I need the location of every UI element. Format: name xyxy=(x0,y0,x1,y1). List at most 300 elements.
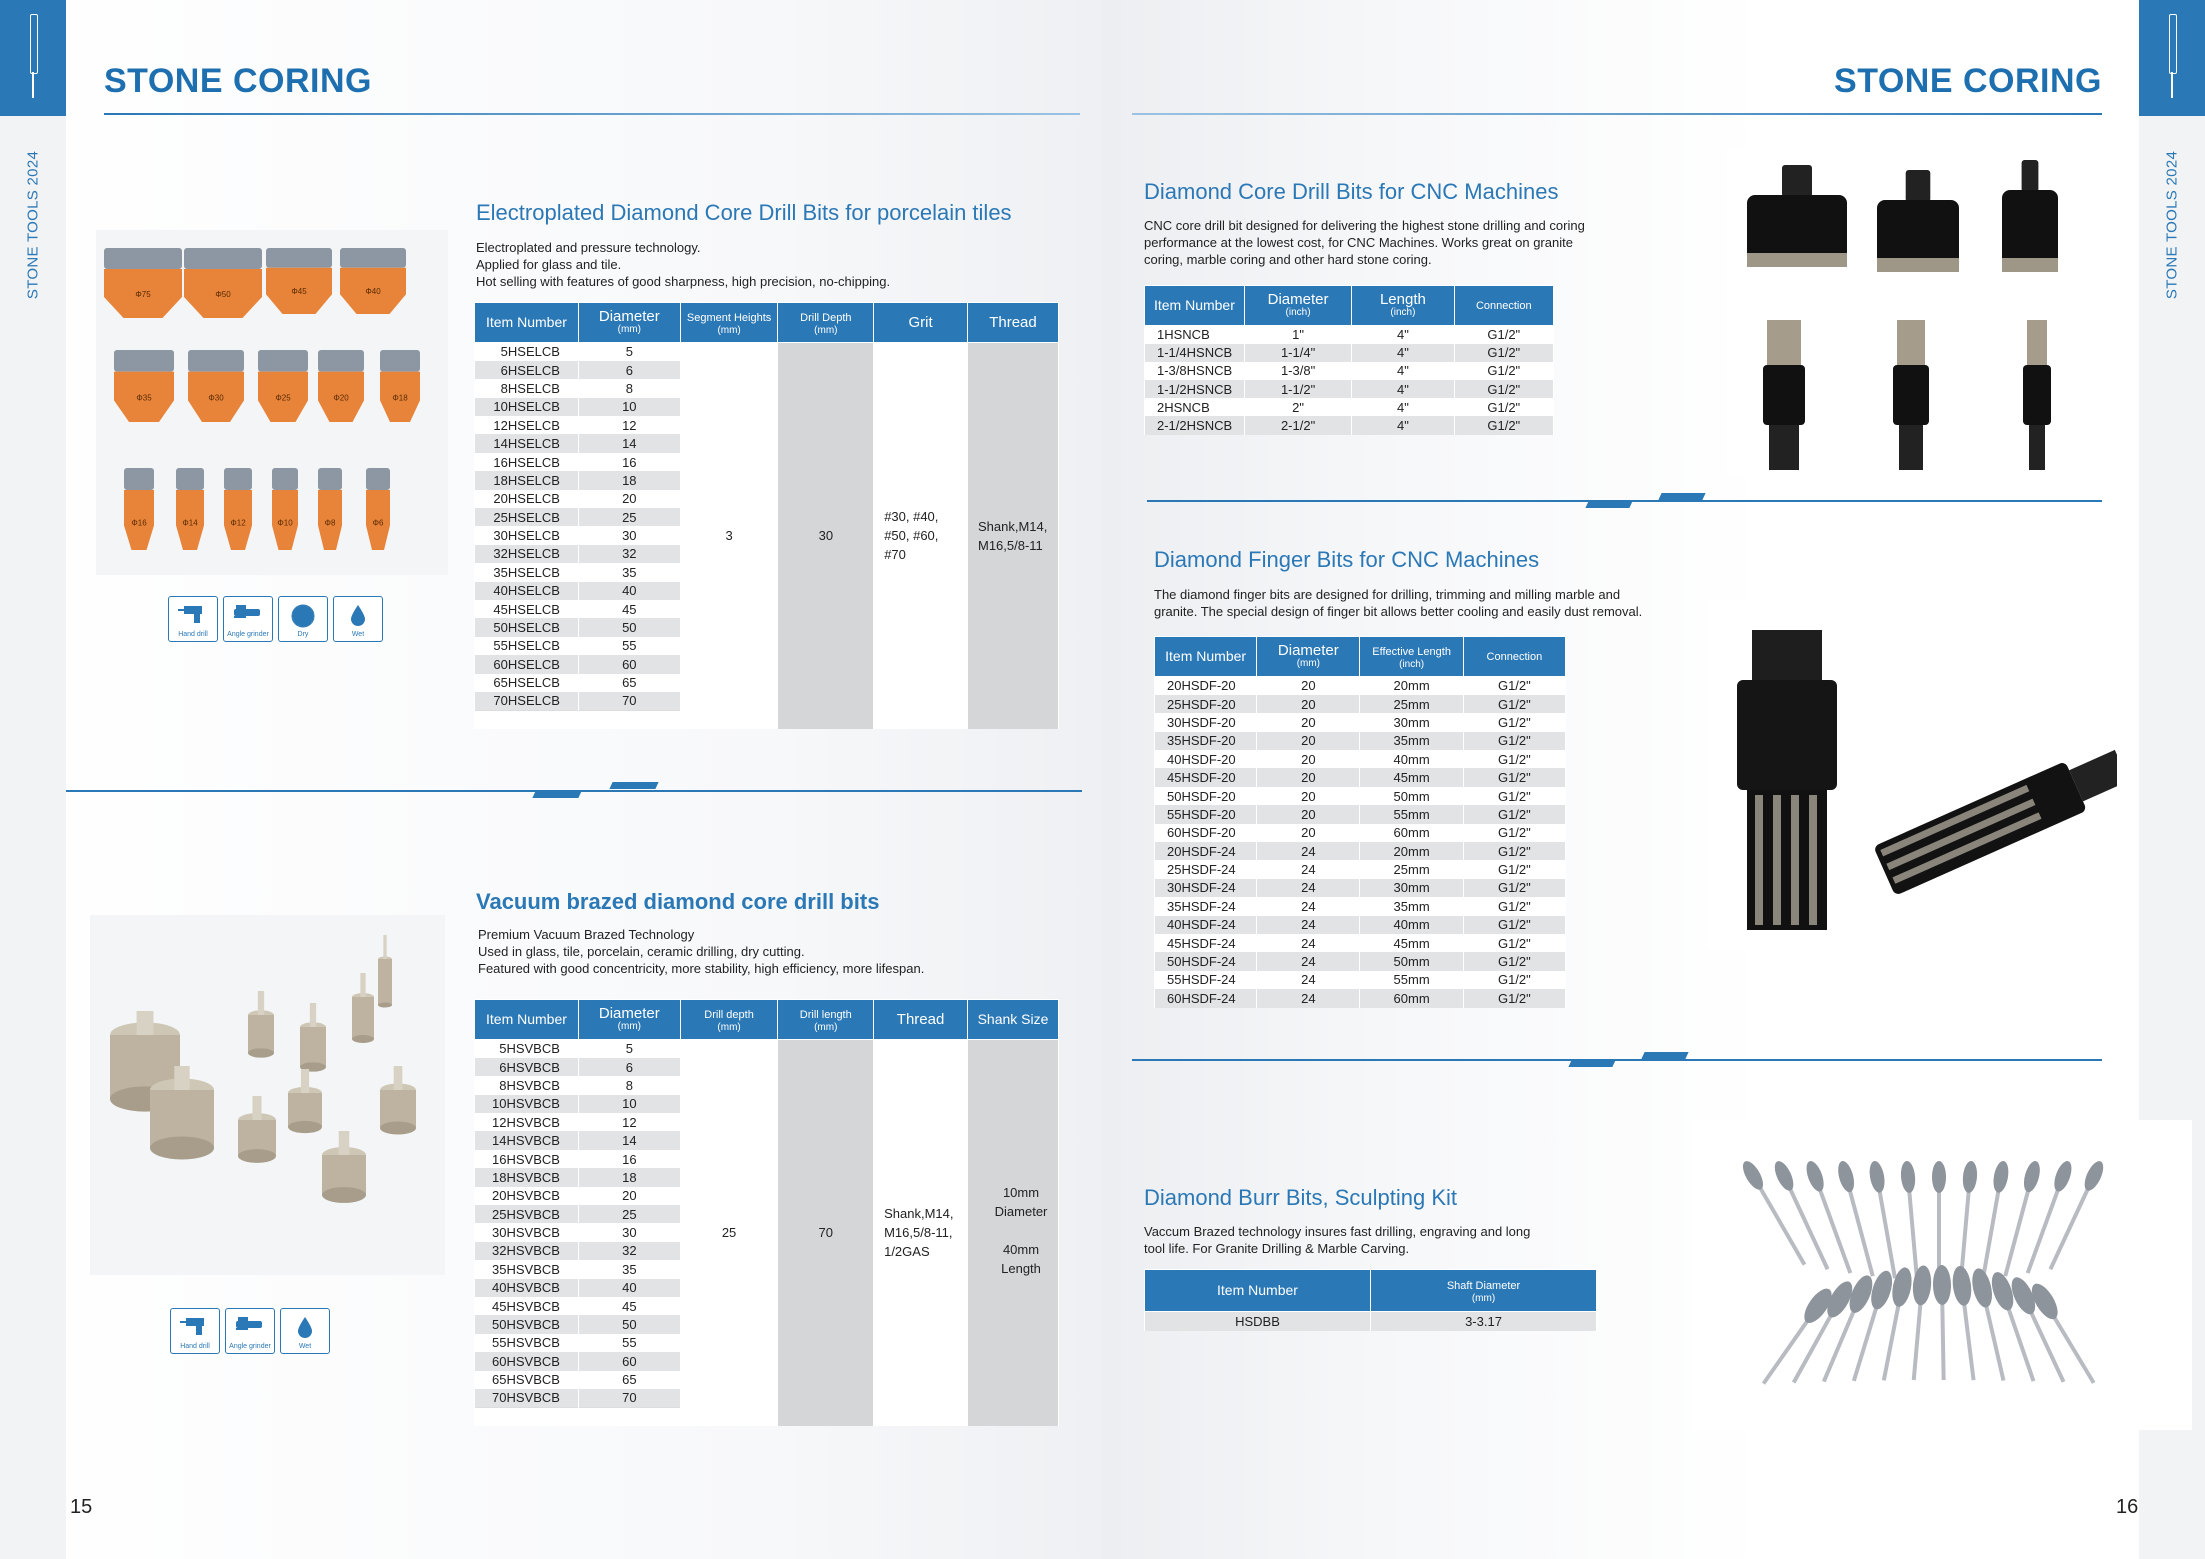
table-cell: 65HSELCB xyxy=(475,674,579,692)
table-cell: 18HSELCB xyxy=(475,471,579,489)
section-desc-finger-bits xyxy=(1154,586,1642,620)
bit-crown xyxy=(124,468,154,490)
header-rule xyxy=(104,113,1080,115)
burr-head xyxy=(1951,1265,1974,1307)
bit-shank xyxy=(360,973,365,997)
table-cell: G1/2" xyxy=(1463,805,1565,823)
table-cell: 4" xyxy=(1352,326,1454,344)
finger-bits-photo xyxy=(1707,600,2117,950)
table-cell: 30 xyxy=(578,1223,680,1241)
section-desc-burr-bits xyxy=(1144,1223,1530,1257)
column-header-label: Item Number xyxy=(1165,648,1247,664)
wet-icon-glyph xyxy=(334,603,382,632)
table-cell: 18HSVBCB xyxy=(475,1168,579,1186)
desc-line: The diamond finger bits are designed for drilling, trimming and milling marble and xyxy=(1154,587,1621,602)
column-header xyxy=(1352,286,1454,326)
table-cell xyxy=(475,710,579,728)
table-cell: 25HSDF-24 xyxy=(1155,860,1257,878)
table-cell: 30mm xyxy=(1360,713,1463,731)
bit-crown xyxy=(258,350,308,372)
table-row xyxy=(1145,344,1554,362)
spec-table-finger-bits xyxy=(1154,636,1566,1008)
table-cell: 20mm xyxy=(1360,677,1463,695)
bit-base xyxy=(248,1048,274,1057)
angle-grinder-icon xyxy=(223,596,273,642)
table-cell: 40 xyxy=(578,1279,680,1297)
table-cell: 25mm xyxy=(1360,695,1463,713)
table-cell: 14HSVBCB xyxy=(475,1131,579,1149)
table-cell: 60mm xyxy=(1360,989,1463,1007)
column-header-label: Drill length xyxy=(799,1008,852,1021)
table-cell: 40mm xyxy=(1360,750,1463,768)
table-cell: 1-3/8HSNCB xyxy=(1145,362,1245,380)
table-row xyxy=(1155,879,1566,897)
table-cell: 65HSVBCB xyxy=(475,1371,579,1389)
burr-bit xyxy=(2044,1158,2107,1272)
table-cell: 24 xyxy=(1257,934,1360,952)
divider-tick xyxy=(1658,493,1705,500)
bit-size-label: Φ40 xyxy=(365,287,381,297)
column-header xyxy=(778,1000,874,1040)
table-cell: 20 xyxy=(1257,787,1360,805)
burr-head xyxy=(1867,1160,1886,1194)
burr-shaft xyxy=(1755,1181,1806,1265)
table-cell: 70HSELCB xyxy=(475,692,579,710)
table-cell: 8HSELCB xyxy=(475,379,579,397)
table-cell: 6 xyxy=(578,1058,680,1076)
bit-crown xyxy=(1877,258,1959,272)
table-cell: 25 xyxy=(578,508,680,526)
burr-head xyxy=(1739,1158,1767,1193)
column-header-label: Drill Depth xyxy=(800,311,852,324)
table-cell: 5 xyxy=(578,1040,680,1058)
column-header-unit: (inch) xyxy=(1390,307,1416,318)
table-cell: 60HSELCB xyxy=(475,655,579,673)
table-cell: 32 xyxy=(578,1242,680,1260)
desc-line: performance at the lowest cost, for CNC Machines. Works great on granite xyxy=(1144,235,1573,250)
burr-shaft xyxy=(2003,1184,2031,1277)
table-cell: 16 xyxy=(578,453,680,471)
bit-crown xyxy=(318,468,342,490)
table-cell: 60HSVBCB xyxy=(475,1352,579,1370)
bit-base xyxy=(380,1122,416,1135)
section-title-burr-bits: Diamond Burr Bits, Sculpting Kit xyxy=(1144,1185,1458,1210)
divider-tick xyxy=(609,782,658,789)
table-cell: 60HSDF-24 xyxy=(1155,989,1257,1007)
side-tab xyxy=(2139,0,2205,116)
column-header xyxy=(1257,637,1360,677)
side-label: STONE TOOLS 2024 xyxy=(2163,150,2181,300)
side-strip xyxy=(0,0,66,1559)
table-cell: 4" xyxy=(1352,362,1454,380)
bit-connector xyxy=(1906,170,1931,202)
column-header xyxy=(1155,637,1257,677)
table-cell: 10 xyxy=(578,1095,680,1113)
column-header xyxy=(1463,637,1565,677)
table-cell: 16 xyxy=(578,1150,680,1168)
table-cell: 65 xyxy=(578,674,680,692)
table-cell: 2-1/2HSNCB xyxy=(1145,416,1245,434)
bit-connector xyxy=(2022,160,2039,192)
bit-crown xyxy=(366,468,390,490)
column-header xyxy=(1145,286,1245,326)
burr-bit xyxy=(1976,1160,2010,1280)
table-cell: 20HSELCB xyxy=(475,490,579,508)
drill-bit-icon xyxy=(2167,14,2177,98)
table-cell: 4" xyxy=(1352,380,1454,398)
burr-head xyxy=(1803,1159,1827,1194)
column-header xyxy=(475,303,579,343)
table-cell xyxy=(578,1407,680,1425)
column-header xyxy=(1371,1270,1597,1312)
hand-drill-icon-glyph xyxy=(169,603,217,630)
bit-body xyxy=(1763,365,1805,425)
bit-crown xyxy=(224,468,252,490)
drill-bit-icon xyxy=(28,14,38,98)
table-cell: 24 xyxy=(1257,842,1360,860)
bit-size-label: Φ18 xyxy=(392,393,408,403)
usage-icon-label: Hand drill xyxy=(180,1343,210,1350)
table-cell: G1/2" xyxy=(1463,677,1565,695)
column-header xyxy=(1244,286,1351,326)
bit-crown xyxy=(1767,320,1801,365)
bit-crown xyxy=(318,350,364,372)
table-cell: 45HSDF-24 xyxy=(1155,934,1257,952)
bit-shank xyxy=(394,1066,403,1090)
header-rule xyxy=(1132,113,2102,115)
bit-base xyxy=(352,1035,374,1043)
burr-shaft xyxy=(1907,1185,1919,1280)
table-row xyxy=(1155,805,1566,823)
table-cell: 24 xyxy=(1257,879,1360,897)
table-row xyxy=(1145,398,1554,416)
table-cell: G1/2" xyxy=(1463,989,1565,1007)
burr-bit xyxy=(1954,1160,1978,1280)
desc-line: CNC core drill bit designed for delivering the highest stone drilling and coring xyxy=(1144,218,1585,233)
column-header-label: Connection xyxy=(1486,651,1543,663)
photo-svg xyxy=(1707,600,2117,950)
spec-table-burr-bits xyxy=(1144,1269,1597,1331)
table-cell: 8 xyxy=(578,379,680,397)
table-cell: 32HSELCB xyxy=(475,545,579,563)
table-row xyxy=(1155,971,1566,989)
divider-tick xyxy=(1568,1060,1615,1067)
bit-shank xyxy=(310,1003,316,1027)
table-cell: 5HSELCB xyxy=(475,343,579,361)
desc-line: Applied for glass and tile. xyxy=(476,257,622,272)
section-desc-vacuum xyxy=(478,926,924,977)
bit-crown xyxy=(2027,320,2047,365)
column-header-label: Length xyxy=(1379,291,1426,308)
table-cell: 20HSDF-20 xyxy=(1155,677,1257,695)
table-header-row xyxy=(1155,637,1566,677)
table-cell: 16HSVBCB xyxy=(475,1150,579,1168)
column-header-label: Connection xyxy=(1475,300,1532,312)
bit-crown xyxy=(266,248,332,268)
table-cell: 12 xyxy=(578,416,680,434)
shank-size-line: Diameter xyxy=(994,1204,1048,1220)
table-cell: 45HSDF-20 xyxy=(1155,768,1257,786)
divider-tick xyxy=(1641,1052,1688,1059)
table-cell: 1-1/2HSNCB xyxy=(1145,380,1245,398)
table-cell: 20 xyxy=(1257,768,1360,786)
table-cell: 4" xyxy=(1352,416,1454,434)
bit-base xyxy=(150,1136,214,1159)
table-cell: 4" xyxy=(1352,344,1454,362)
table-header-row xyxy=(475,1000,1059,1040)
table-row xyxy=(1155,787,1566,805)
table-cell: 60mm xyxy=(1360,824,1463,842)
desc-line: Used in glass, tile, porcelain, ceramic drilling, dry cutting. xyxy=(478,944,805,959)
divider-tick xyxy=(532,791,581,798)
section-title-cnc-core: Diamond Core Drill Bits for CNC Machines xyxy=(1144,179,1559,204)
table-cell: G1/2" xyxy=(1463,768,1565,786)
burr-head xyxy=(1835,1159,1857,1194)
burr-bit xyxy=(1900,1160,1924,1280)
table-cell: G1/2" xyxy=(1463,916,1565,934)
bit-crown xyxy=(380,350,420,372)
spec-table-cnc-core xyxy=(1144,285,1554,435)
table-cell: 40HSDF-24 xyxy=(1155,916,1257,934)
bit-shank xyxy=(383,935,386,959)
table-cell: 40 xyxy=(578,582,680,600)
table-row xyxy=(1155,732,1566,750)
burr-shaft xyxy=(1846,1184,1874,1277)
table-row xyxy=(1155,677,1566,695)
divider-tick xyxy=(1585,501,1632,508)
bit-crown xyxy=(272,468,298,490)
table-row xyxy=(1155,916,1566,934)
table-cell: 35 xyxy=(578,563,680,581)
table-cell: G1/2" xyxy=(1454,380,1553,398)
angle-grinder-icon xyxy=(225,1308,275,1354)
table-row xyxy=(1145,380,1554,398)
column-header-label: Item Number xyxy=(486,1011,567,1027)
table-cell: 70 xyxy=(578,1389,680,1407)
bit-size-label: Φ20 xyxy=(333,393,349,403)
hand-drill-icon xyxy=(168,596,218,642)
bit-size-label: Φ14 xyxy=(182,518,198,528)
table-cell: 1-3/8" xyxy=(1244,362,1351,380)
table-cell: 24 xyxy=(1257,952,1360,970)
table-cell: G1/2" xyxy=(1463,713,1565,731)
bit-body xyxy=(2023,365,2051,425)
table-cell: 45HSVBCB xyxy=(475,1297,579,1315)
finger-bit-2 xyxy=(1873,741,2117,896)
desc-line: coring, marble coring and other hard stone coring. xyxy=(1144,252,1432,267)
angle-grinder-icon-glyph xyxy=(224,603,272,630)
table-cell: 45mm xyxy=(1360,768,1463,786)
table-cell: 18 xyxy=(578,471,680,489)
table-cell: 2-1/2" xyxy=(1244,416,1351,434)
section-desc-cnc-core xyxy=(1144,217,1585,268)
spec-table-electroplated xyxy=(474,302,1059,729)
bit-size-label: Φ6 xyxy=(372,518,384,528)
column-header xyxy=(968,1000,1059,1040)
bit-thread xyxy=(1899,425,1923,470)
column-header xyxy=(578,303,680,343)
table-row xyxy=(1155,842,1566,860)
table-cell: 32 xyxy=(578,545,680,563)
column-header-label: Thread xyxy=(989,313,1037,331)
table-cell: 10 xyxy=(578,398,680,416)
table-cell: 40mm xyxy=(1360,916,1463,934)
table-cell: 24 xyxy=(1257,989,1360,1007)
table-cell: HSDBB xyxy=(1145,1312,1371,1331)
table-cell: 30HSELCB xyxy=(475,526,579,544)
side-tab xyxy=(0,0,66,116)
column-header-unit: (mm) xyxy=(717,1021,741,1033)
column-header xyxy=(578,1000,680,1040)
hand-drill-icon xyxy=(170,1308,220,1354)
bit-size-label: Φ8 xyxy=(324,518,336,528)
table-cell: G1/2" xyxy=(1454,362,1553,380)
bit-crown xyxy=(188,350,244,372)
column-header-label: Item Number xyxy=(1217,1282,1298,1298)
column-header-unit: (mm) xyxy=(814,324,838,336)
bit-shank xyxy=(258,991,264,1015)
table-row xyxy=(1155,768,1566,786)
column-header-label: Grit xyxy=(908,313,933,331)
column-header xyxy=(778,303,874,343)
table-cell: 30HSDF-20 xyxy=(1155,713,1257,731)
table-cell: 20mm xyxy=(1360,842,1463,860)
table-cell: 55HSVBCB xyxy=(475,1334,579,1352)
column-header xyxy=(1454,286,1553,326)
dry-icon-glyph xyxy=(279,603,327,634)
page-number: 16 xyxy=(2116,1496,2139,1518)
table-cell: 45 xyxy=(578,600,680,618)
finger-bit-body xyxy=(1737,680,1837,790)
table-cell: 45 xyxy=(578,1297,680,1315)
table-cell: 4" xyxy=(1352,398,1454,416)
bit-shank xyxy=(174,1066,189,1090)
burr-bits-photo xyxy=(1692,1120,2192,1430)
grit-cell: #30, #40, #50, #60, #70 xyxy=(874,343,968,729)
table-cell: 50HSDF-20 xyxy=(1155,787,1257,805)
table-cell: 12 xyxy=(578,1113,680,1131)
page-title: STONE CORING xyxy=(1834,62,2102,100)
table-row xyxy=(1145,1312,1597,1331)
table-cell: G1/2" xyxy=(1463,732,1565,750)
table-cell: 70 xyxy=(578,692,680,710)
table-cell: 45mm xyxy=(1360,934,1463,952)
angle-grinder-icon-glyph xyxy=(226,1315,274,1342)
finger-bit-segment xyxy=(1755,795,1763,925)
bit-size-label: Φ10 xyxy=(277,518,293,528)
table-cell: 10HSELCB xyxy=(475,398,579,416)
burr-head xyxy=(1991,1160,2010,1194)
drill-depth-cell: 30 xyxy=(778,343,874,729)
table-cell: 1HSNCB xyxy=(1145,326,1245,344)
desc-line: Premium Vacuum Brazed Technology xyxy=(478,927,695,942)
table-row xyxy=(1155,952,1566,970)
left-page xyxy=(0,0,1102,1559)
thread-cell: Shank,M14, M16,5/8-11, 1/2GAS xyxy=(874,1040,968,1426)
table-row xyxy=(1155,860,1566,878)
table-row xyxy=(1155,934,1566,952)
column-header-label: Segment Heights xyxy=(686,311,772,324)
bit-shank xyxy=(137,1011,154,1035)
bit-shank xyxy=(301,1069,309,1093)
table-cell: 50HSDF-24 xyxy=(1155,952,1257,970)
table-row xyxy=(1155,750,1566,768)
table-cell: 60HSDF-20 xyxy=(1155,824,1257,842)
table-cell: 6HSELCB xyxy=(475,361,579,379)
section-title-vacuum: Vacuum brazed diamond core drill bits xyxy=(476,889,880,914)
table-cell: G1/2" xyxy=(1454,398,1553,416)
bit-crown xyxy=(184,248,262,269)
table-cell: 55mm xyxy=(1360,805,1463,823)
table-cell: 20 xyxy=(1257,805,1360,823)
shank-size-line xyxy=(986,1223,1056,1242)
column-header xyxy=(874,1000,968,1040)
column-header-unit: (mm) xyxy=(617,1021,641,1032)
table-cell: 50mm xyxy=(1360,787,1463,805)
table-cell: 55 xyxy=(578,1334,680,1352)
bit-thread xyxy=(2029,425,2045,470)
table-cell: 24 xyxy=(1257,860,1360,878)
table-cell: 50 xyxy=(578,618,680,636)
table-cell: G1/2" xyxy=(1463,952,1565,970)
table-cell: 24 xyxy=(1257,971,1360,989)
bit-base xyxy=(238,1149,276,1163)
table-cell: G1/2" xyxy=(1463,934,1565,952)
bit-size-label: Φ35 xyxy=(136,393,152,403)
side-label: STONE TOOLS 2024 xyxy=(24,150,42,300)
bit-crown xyxy=(340,248,406,268)
burr-head xyxy=(1771,1158,1797,1193)
table-cell: 18 xyxy=(578,1168,680,1186)
table-cell: 20 xyxy=(1257,677,1360,695)
usage-icon-label: Wet xyxy=(298,1343,312,1350)
bit-body xyxy=(1893,365,1929,425)
finger-bit-thread xyxy=(1752,630,1822,680)
bit-body xyxy=(248,1015,274,1053)
column-header-unit: (inch) xyxy=(1399,658,1425,670)
burr-bit xyxy=(1933,1265,1953,1380)
column-header-label: Thread xyxy=(896,1010,945,1028)
bit-base xyxy=(378,1002,392,1007)
column-header xyxy=(1145,1270,1371,1312)
column-header-label: Diameter xyxy=(598,308,660,325)
table-cell: 20 xyxy=(1257,695,1360,713)
photo-svg xyxy=(90,915,445,1275)
table-row xyxy=(1155,713,1566,731)
table-cell: 50mm xyxy=(1360,952,1463,970)
table-cell: 14 xyxy=(578,1131,680,1149)
table-cell: G1/2" xyxy=(1454,326,1553,344)
bit-base xyxy=(322,1187,366,1203)
table-cell: 35mm xyxy=(1360,897,1463,915)
column-header-unit: (mm) xyxy=(1471,1292,1496,1304)
usage-icon-label: Angle grinder xyxy=(227,631,269,638)
table-cell: 25 xyxy=(578,1205,680,1223)
table-cell: 25HSVBCB xyxy=(475,1205,579,1223)
bit-size-label: Φ25 xyxy=(275,393,291,403)
table-cell: 55HSELCB xyxy=(475,637,579,655)
burr-head xyxy=(2051,1159,2075,1194)
bit-size-label: Φ50 xyxy=(215,290,231,299)
bit-base xyxy=(288,1121,322,1133)
cnc-core-bits-photo xyxy=(1727,150,2117,475)
table-cell: G1/2" xyxy=(1463,695,1565,713)
table-header-row xyxy=(475,303,1059,343)
table-cell: G1/2" xyxy=(1463,971,1565,989)
table-cell: 3-3.17 xyxy=(1371,1312,1597,1331)
column-header-unit: (inch) xyxy=(1285,307,1311,318)
bit-crown xyxy=(1897,320,1925,365)
